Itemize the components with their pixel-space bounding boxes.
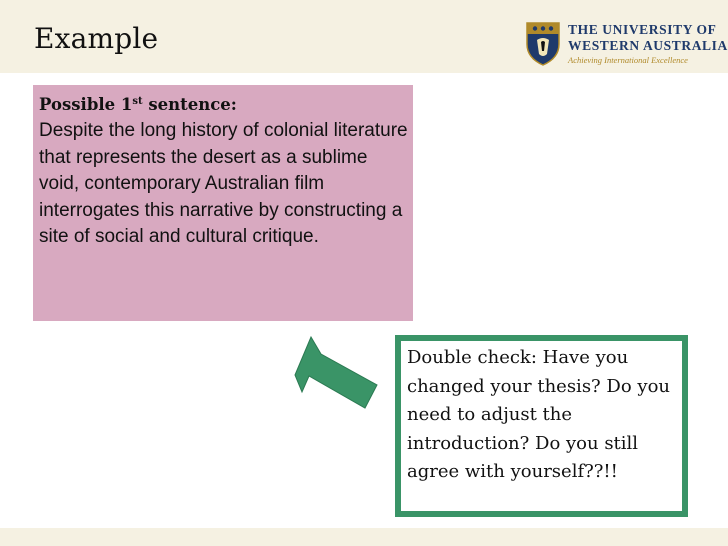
heading-prefix: Possible 1 <box>39 95 133 114</box>
footer-band <box>0 528 728 546</box>
slide-title: Example <box>34 22 159 55</box>
double-check-box <box>395 335 688 517</box>
university-crest-icon <box>525 20 561 66</box>
example-sentence-box <box>33 85 413 321</box>
up-left-arrow-icon <box>285 330 395 420</box>
logo-tagline: Achieving International Excellence <box>568 55 688 65</box>
logo-line1: THE UNIVERSITY OF <box>568 22 717 37</box>
heading-suffix: sentence: <box>142 95 237 114</box>
heading-ordinal: st <box>132 96 143 107</box>
sentence-heading <box>39 91 413 116</box>
sentence-body: Despite the long history of colonial literature that represents the desert as a sublime void, contemporary Australian film interrogates this narrative by constructing a site of social and cultural critique. <box>39 120 408 247</box>
university-logo <box>525 18 728 70</box>
double-check-text: Double check: Have you changed your thesis? Do you need to adjust the introduction? Do you still agree with yourself??!! <box>407 347 671 482</box>
logo-line2: WESTERN AUSTRALIA <box>568 38 728 53</box>
